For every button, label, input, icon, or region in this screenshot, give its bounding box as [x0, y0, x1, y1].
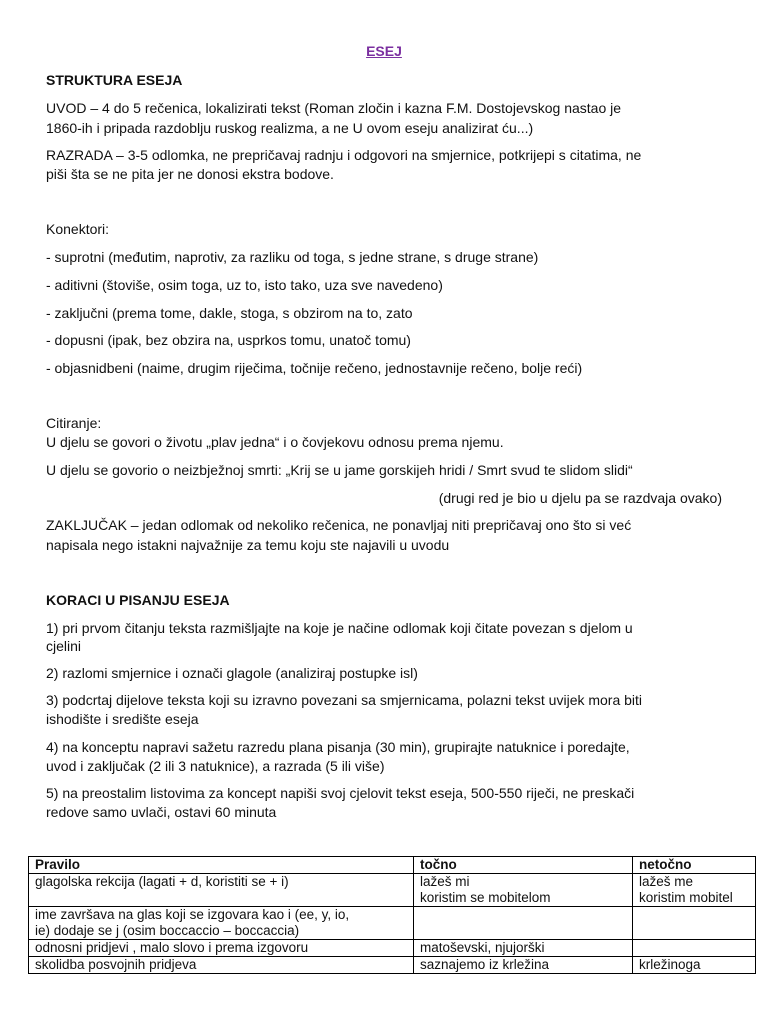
- correct-cell: matoševski, njujorški: [414, 940, 633, 957]
- header-tocno: točno: [414, 857, 633, 874]
- rule-line: ie) dodaje se j (osim boccaccio – boccaccia): [35, 923, 300, 938]
- razrada-line-2: piši šta se ne pita jer ne donosi ekstra bodove.: [46, 166, 334, 182]
- connector-item: - aditivni (štoviše, osim toga, uz to, isto tako, uza sve navedeno): [46, 277, 443, 293]
- step-5-line-2: redove samo uvlači, ostavi 60 minuta: [46, 804, 277, 820]
- citing-label: Citiranje:: [46, 415, 102, 431]
- header-pravilo: Pravilo: [29, 857, 414, 874]
- wrong-line: koristim mobitel: [639, 890, 733, 905]
- table-row: [29, 907, 756, 940]
- table-row: [29, 940, 756, 957]
- step-5-line-1: 5) na preostalim listovima za koncept napiši svoj cjelovit tekst eseja, 500-550 riječi, ne preskači: [46, 785, 635, 801]
- connector-item: - zaključni (prema tome, dakle, stoga, s obzirom na to, zato: [46, 305, 413, 321]
- rule-cell: skolidba posvojnih pridjeva: [29, 957, 414, 974]
- step-1-line-1: 1) pri prvom čitanju teksta razmišljajte na koje je načine odlomak koji čitate povezan s djelom u: [46, 620, 633, 636]
- zakljucak-line-1: ZAKLJUČAK – jedan odlomak od nekoliko rečenica, ne ponavljaj niti prepričavaj ono što si već: [46, 517, 632, 533]
- table-header-row: [29, 857, 756, 874]
- zakljucak-line-2: napisala nego istakni najvažnije za temu koju ste najavili u uvodu: [46, 537, 450, 553]
- correct-line: lažeš mi: [420, 874, 470, 889]
- connector-item: - dopusni (ipak, bez obzira na, usprkos tomu, unatoč tomu): [46, 332, 411, 348]
- step-4-line-2: uvod i zaključak (2 ili 3 natuknice), a razrada (5 ili više): [46, 758, 385, 774]
- correct-cell: [414, 874, 633, 907]
- razrada-line-1: RAZRADA – 3-5 odlomka, ne prepričavaj radnju i odgovori na smjernice, potkrijepi s citatima, ne: [46, 147, 642, 163]
- correct-line: koristim se mobitelom: [420, 890, 551, 905]
- step-2: 2) razlomi smjernice i označi glagole (analiziraj postupke isl): [46, 665, 418, 681]
- table-row: [29, 874, 756, 907]
- table-row: [29, 957, 756, 974]
- wrong-cell: [633, 940, 756, 957]
- steps-heading: KORACI U PISANJU ESEJA: [46, 592, 230, 608]
- uvod-line-1: UVOD – 4 do 5 rečenica, lokalizirati tekst (Roman zločin i kazna F.M. Dostojevskog nastao je: [46, 100, 622, 116]
- step-4-line-1: 4) na konceptu napravi sažetu razredu plana pisanja (30 min), grupirajte natuknice i poredajte,: [46, 739, 630, 755]
- wrong-cell: [633, 874, 756, 907]
- wrong-line: lažeš me: [639, 874, 694, 889]
- rule-line: ime završava na glas koji se izgovara kao i (ee, y, io,: [35, 907, 350, 922]
- rule-cell: [29, 907, 414, 940]
- uvod-line-2: 1860-ih i pripada razdoblju ruskog realizma, a ne U ovom eseju analizirat ću...): [46, 120, 534, 136]
- citing-line-1: U djelu se govori o životu „plav jedna“ i o čovjekovu odnosu prema njemu.: [46, 434, 504, 450]
- correct-cell: [414, 907, 633, 940]
- connectors-label: Konektori:: [46, 221, 110, 237]
- connector-item: - suprotni (međutim, naprotiv, za razliku od toga, s jedne strane, s druge strane): [46, 249, 539, 265]
- header-netocno: netočno: [633, 857, 756, 874]
- step-3-line-1: 3) podcrtaj dijelove teksta koji su izravno povezani sa smjernicama, polazni tekst uvijek mora biti: [46, 692, 643, 708]
- wrong-cell: [633, 907, 756, 940]
- document-title: ESEJ: [366, 43, 402, 59]
- correct-cell: saznajemo iz krležina: [414, 957, 633, 974]
- rule-cell: odnosni pridjevi , malo slovo i prema izgovoru: [29, 940, 414, 957]
- structure-heading: STRUKTURA ESEJA: [46, 72, 183, 88]
- rules-table: [28, 856, 756, 974]
- citing-line-2: U djelu se govorio o neizbježnoj smrti: „Krij se u jame gorskijeh hridi / Smrt svud te slidom slidi“: [46, 462, 633, 478]
- step-3-line-2: ishodište i središte eseja: [46, 711, 199, 727]
- wrong-cell: krležinoga: [633, 957, 756, 974]
- citing-line-3: (drugi red je bio u djelu pa se razdvaja ovako): [438, 490, 722, 506]
- step-1-line-2: cjelini: [46, 638, 82, 654]
- connector-item: - objasnidbeni (naime, drugim riječima, točnije rečeno, jednostavnije rečeno, bolje reći): [46, 360, 583, 376]
- rule-cell: glagolska rekcija (lagati + d, koristiti se + i): [29, 874, 414, 907]
